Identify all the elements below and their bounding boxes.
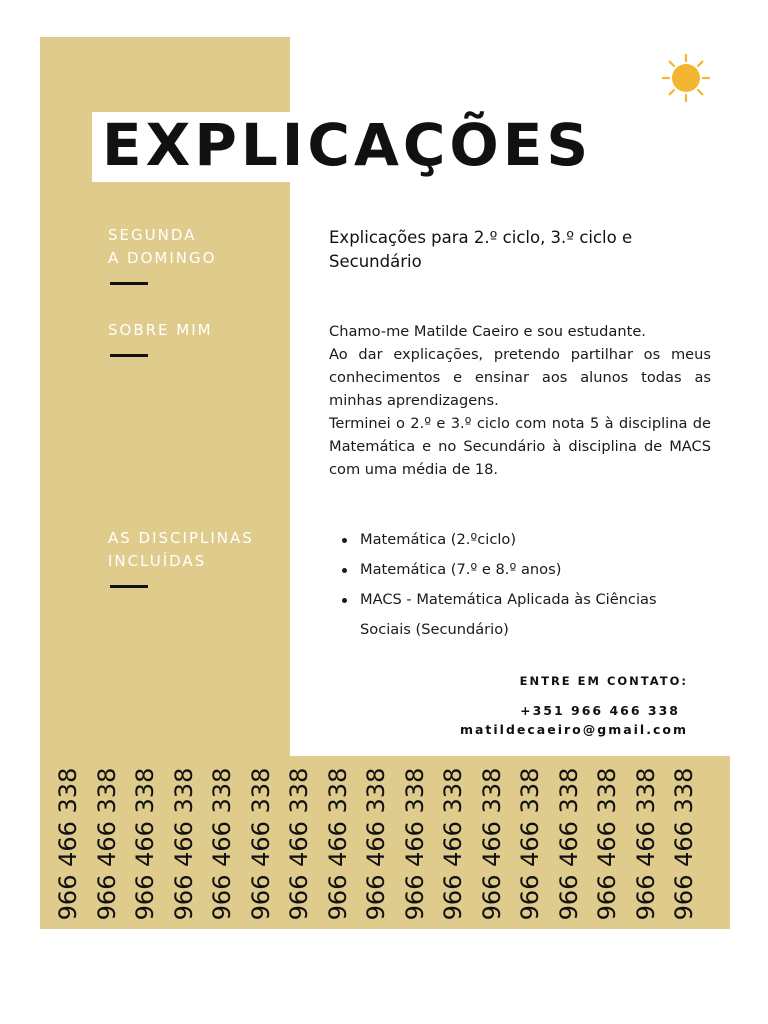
tear-off-tab (88, 764, 126, 924)
tear-off-tab (165, 764, 203, 924)
tear-off-tab (319, 764, 357, 924)
list-item (336, 585, 676, 645)
tear-off-tab (357, 764, 395, 924)
subjects-label: AS DISCIPLINAS INCLUÍDAS (108, 529, 254, 570)
tear-off-phone: 966 466 338 (54, 767, 82, 921)
subject-text: MACS - Matemática Aplicada às Ciências Sociais (Secundário) (360, 591, 657, 638)
tear-off-tab (242, 764, 280, 924)
subject-text: Matemática (2.ºciclo) (360, 531, 517, 548)
about-line: Chamo-me Matilde Caeiro e sou estudante. (329, 323, 646, 340)
divider (110, 585, 148, 588)
tear-off-tab (396, 764, 434, 924)
subject-text: Matemática (7.º e 8.º anos) (360, 561, 562, 578)
tear-off-tab (126, 764, 164, 924)
tear-off-phone: 966 466 338 (400, 767, 429, 921)
tear-off-phone: 966 466 338 (92, 767, 121, 921)
subjects-list (336, 525, 676, 645)
tear-off-phone: 966 466 338 (208, 767, 236, 921)
tear-off-tab (627, 764, 665, 924)
tear-off-phone: 966 466 338 (670, 767, 698, 921)
about-text (329, 320, 711, 481)
sun-icon (660, 52, 712, 104)
about-line: Terminei o 2.º e 3.º ciclo com nota 5 à disciplina de Matemática e no Secundário à disciplina de MACS com uma média de 18. (329, 415, 711, 478)
tear-off-phone: 966 466 338 (516, 767, 544, 921)
tear-off-tab (203, 764, 241, 924)
divider (110, 354, 148, 357)
tear-off-phone: 966 466 338 (439, 767, 467, 921)
tear-off-phone: 966 466 338 (477, 767, 506, 921)
bullet-icon (342, 598, 347, 603)
tear-off-tabs (49, 764, 729, 924)
about-line: Ao dar explicações, pretendo partilhar os meus conhecimentos e ensinar aos alunos todas as minhas aprendizagens. (329, 346, 711, 409)
about-label: SOBRE MIM (108, 321, 213, 339)
tear-off-tab (280, 764, 318, 924)
tear-off-tab (588, 764, 626, 924)
tear-off-tab (434, 764, 472, 924)
tear-off-phone: 966 466 338 (593, 767, 621, 921)
tear-off-phone: 966 466 338 (631, 767, 660, 921)
subtitle: Explicações para 2.º ciclo, 3.º ciclo e Secundário (329, 228, 633, 271)
tear-off-tab (49, 764, 87, 924)
contact-email: matildecaeiro@gmail.com (459, 722, 688, 737)
tear-off-tab (550, 764, 588, 924)
page-title: EXPLICAÇÕES (102, 111, 593, 179)
tear-off-phone: 966 466 338 (169, 767, 198, 921)
contact-label: ENTRE EM CONTATO: (519, 674, 688, 688)
tear-off-phone: 966 466 338 (131, 767, 159, 921)
tear-off-tab (511, 764, 549, 924)
list-item (336, 555, 676, 585)
tear-off-tab (665, 764, 703, 924)
list-item (336, 525, 676, 555)
bullet-icon (342, 538, 347, 543)
divider (110, 282, 148, 285)
schedule-label: SEGUNDA A DOMINGO (108, 226, 217, 267)
tear-off-tab (473, 764, 511, 924)
tear-off-phone: 966 466 338 (554, 767, 583, 921)
tear-off-phone: 966 466 338 (323, 767, 352, 921)
bullet-icon (342, 568, 347, 573)
tear-off-phone: 966 466 338 (246, 767, 275, 921)
tear-off-phone: 966 466 338 (285, 767, 313, 921)
tear-off-phone: 966 466 338 (362, 767, 390, 921)
contact-phone: +351 966 466 338 (520, 703, 680, 718)
